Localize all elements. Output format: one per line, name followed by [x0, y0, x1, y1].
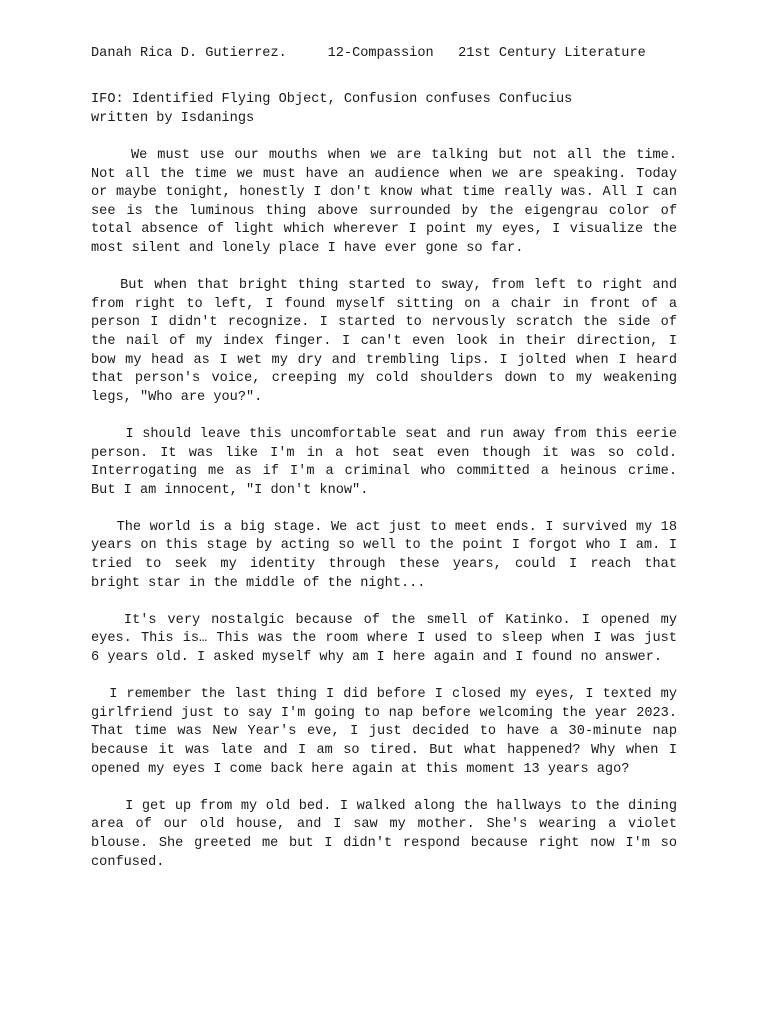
- author-name: Danah Rica D. Gutierrez.: [91, 46, 287, 61]
- story-body: [91, 147, 686, 891]
- paragraph-5: It's very nostalgic because of the smell of Katinko. I opened my eyes. This is… This was the room where I used to sleep when I was just 6 years old. I asked myself why am I here again and I found no answer.: [91, 612, 686, 666]
- paragraph-2: But when that bright thing started to sway, from left to right and from right to left, I found myself sitting on a chair in front of a person I didn't recognize. I started to nervously scratch the side of the nail of my index finger. I can't even look in their direction, I bow my head as I wet my dry and trembling lips. I jolted when I heard that person's voice, creeping my cold shoulders down to my weakening legs, "Who are you?".: [91, 278, 686, 405]
- paragraph-4: The world is a big stage. We act just to meet ends. I survived my 18 years on this stage by acting so well to the point I forgot who I am. I tried to seek my identity through these years, could I reach that bright star in the middle of the night...: [91, 519, 686, 591]
- paragraph-6: I remember the last thing I did before I closed my eyes, I texted my girlfriend just to say I'm going to nap before welcoming the year 2023. That time was New Year's eve, I just decided to have a 30-minute nap because it was late and I am so tired. But what happened? Why when I opened my eyes I come back here again at this moment 13 years ago?: [91, 687, 686, 777]
- title-block: [91, 91, 691, 128]
- paragraph-1: We must use our mouths when we are talking but not all the time. Not all the time we must have an audience when we are speaking. Today or maybe tonight, honestly I don't know what time really was. All I can see is the luminous thing above surrounded by the eigengrau color of total absence of light which wherever I point my eyes, I visualize the most silent and lonely place I have ever gone so far.: [91, 148, 686, 256]
- paragraph-3: I should leave this uncomfortable seat and run away from this eerie person. It was like I'm in a hot seat even though it was so cold. Interrogating me as if I'm a criminal who committed a heinous crime. But I am innocent, "I don't know".: [91, 426, 686, 498]
- class-section: 12-Compassion: [327, 46, 434, 61]
- story-title: IFO: Identified Flying Object, Confusion confuses Confucius: [91, 92, 573, 107]
- paragraph-7: I get up from my old bed. I walked along the hallways to the dining area of our old house, and I saw my mother. She's wearing a violet blouse. She greeted me but I didn't respond because right now I'm so confused.: [91, 798, 686, 870]
- document-header: [91, 45, 646, 64]
- story-byline: written by Isdanings: [91, 110, 255, 126]
- subject-name: 21st Century Literature: [458, 46, 646, 61]
